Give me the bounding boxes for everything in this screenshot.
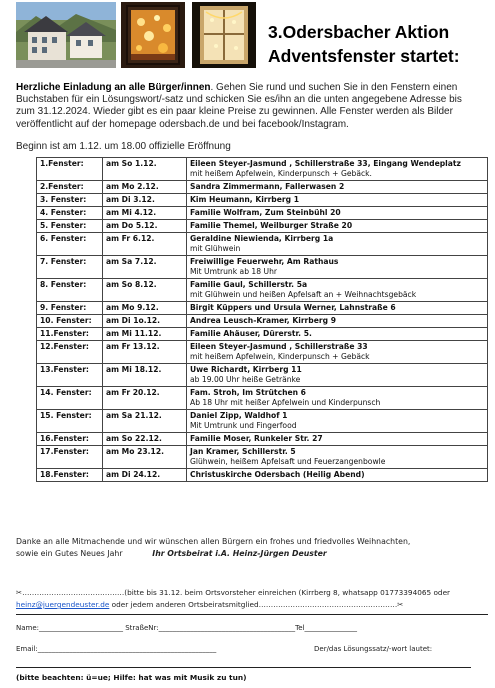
- window-host: [187, 328, 488, 341]
- host-address: Andrea Leusch-Kramer, Kirrberg 9: [190, 316, 337, 325]
- window-date: am Do 5.12.: [103, 220, 187, 233]
- host-address: Daniel Zipp, Waldhof 1: [190, 411, 288, 420]
- host-address: Uwe Richardt, Kirrberg 11: [190, 365, 302, 374]
- advent-window-photo: [121, 2, 185, 68]
- window-date: am Fr 13.12.: [103, 341, 187, 364]
- window-date: am So 8.12.: [103, 279, 187, 302]
- schedule-row: [37, 341, 488, 364]
- window-number: 16.Fenster:: [37, 433, 103, 446]
- window-number: 1.Fenster:: [37, 158, 103, 181]
- illuminated-window-photo: [192, 2, 256, 68]
- window-number: 13.Fenster:: [37, 364, 103, 387]
- window-host: [187, 256, 488, 279]
- window-date: am Sa 21.12.: [103, 410, 187, 433]
- thanks-line-2: sowie ein Gutes Neues Jahr Ihr Ortsbeirat i.A. Heinz-Jürgen Deuster: [16, 549, 327, 558]
- window-host: [187, 279, 488, 302]
- schedule-row: [37, 233, 488, 256]
- title-line-1: 3.Odersbacher Aktion: [268, 22, 450, 42]
- form-row-2: [16, 645, 488, 653]
- village-photo: [16, 2, 116, 68]
- host-address: Familie Themel, Weilburger Straße 20: [190, 221, 353, 230]
- scissors-icon: ✂: [397, 600, 404, 609]
- solution-field[interactable]: [16, 667, 471, 668]
- host-note: Mit Umtrunk und Fingerfood: [190, 421, 297, 430]
- window-date: am So 22.12.: [103, 433, 187, 446]
- window-host: [187, 233, 488, 256]
- email-link[interactable]: heinz@juergendeuster.de: [16, 600, 110, 609]
- host-note: Glühwein, heißem Apfelsaft und Feuerzangenbowle: [190, 457, 386, 466]
- host-address: Birgit Küppers und Ursula Werner, Lahnstraße 6: [190, 303, 396, 312]
- window-date: am Di 24.12.: [103, 469, 187, 482]
- window-date: am Mo 23.12.: [103, 446, 187, 469]
- page-title: [268, 20, 460, 68]
- host-address: Freiwillige Feuerwehr, Am Rathaus: [190, 257, 339, 266]
- name-label: Name:: [16, 624, 40, 632]
- solution-label: Der/das Lösungssatz/-wort lautet:: [314, 645, 433, 653]
- host-note: ab 19.00 Uhr heiße Getränke: [190, 375, 301, 384]
- window-date: am Di 3.12.: [103, 194, 187, 207]
- window-number: 4. Fenster:: [37, 207, 103, 220]
- window-date: am Fr 20.12.: [103, 387, 187, 410]
- schedule-row: [37, 279, 488, 302]
- host-address: Familie Gaul, Schillerstr. 5a: [190, 280, 308, 289]
- hint-text: (bitte beachten: ü=ue; Hilfe: hat was mit Musik zu tun): [16, 673, 247, 682]
- schedule-table: [36, 157, 488, 482]
- host-address: Familie Moser, Runkeler Str. 27: [190, 434, 323, 443]
- window-number: 9. Fenster:: [37, 302, 103, 315]
- schedule-row: [37, 387, 488, 410]
- window-date: am Mo 2.12.: [103, 181, 187, 194]
- schedule-row: [37, 328, 488, 341]
- cut-line: [16, 614, 488, 615]
- host-note: mit Glühwein und heißen Apfelsaft an + Weihnachtsgebäck: [190, 290, 417, 299]
- window-host: [187, 446, 488, 469]
- window-host: [187, 469, 488, 482]
- window-host: [187, 410, 488, 433]
- window-host: [187, 302, 488, 315]
- window-date: am Mi 4.12.: [103, 207, 187, 220]
- window-number: 6. Fenster:: [37, 233, 103, 256]
- window-date: am Sa 7.12.: [103, 256, 187, 279]
- window-date: am Mi 18.12.: [103, 364, 187, 387]
- intro-greeting: Herzliche Einladung an alle Bürger/innen: [16, 82, 211, 93]
- window-date: am Di 1o.12.: [103, 315, 187, 328]
- window-number: 12.Fenster:: [37, 341, 103, 364]
- start-info: Beginn ist am 1.12. um 18.00 offizielle Eröffnung: [16, 141, 231, 152]
- host-note: Mit Umtrunk ab 18 Uhr: [190, 267, 278, 276]
- window-host: [187, 194, 488, 207]
- email-field[interactable]: ___________________________________________________: [37, 645, 217, 653]
- cutout-instructions: ✂……………………………………(bitte bis 31.12. beim Ortsvorsteher einreichen (Kirrberg 8, whatsapp 01773394065 oder heinz@juergendeuster.de oder jedem anderen Ortsbeiratsmitglied…………………………………………………✂: [16, 588, 451, 609]
- title-line-2: Adventsfenster startet:: [268, 46, 460, 66]
- tel-field[interactable]: _______________: [304, 624, 358, 632]
- host-note: mit heißem Apfelwein, Kinderpunsch + Gebäck: [190, 352, 370, 361]
- form-row-1: [16, 624, 488, 632]
- header: [0, 0, 495, 78]
- intro-paragraph: [16, 82, 482, 131]
- street-field[interactable]: _______________________________________: [158, 624, 296, 632]
- window-number: 15. Fenster:: [37, 410, 103, 433]
- window-number: 2.Fenster:: [37, 181, 103, 194]
- schedule-row: [37, 158, 488, 181]
- window-host: [187, 207, 488, 220]
- schedule-row: [37, 207, 488, 220]
- host-address: Christuskirche Odersbach (Heilig Abend): [190, 470, 365, 479]
- window-host: [187, 341, 488, 364]
- window-number: 14. Fenster:: [37, 387, 103, 410]
- window-date: am So 1.12.: [103, 158, 187, 181]
- thanks-line-1: Danke an alle Mitmachende und wir wünschen allen Bürgern ein frohes und friedvolles Weihnachten,: [16, 537, 411, 546]
- host-address: Familie Ahäuser, Dürerstr. 5.: [190, 329, 312, 338]
- window-date: am Mi 11.12.: [103, 328, 187, 341]
- host-note: mit heißem Apfelwein, Kinderpunsch + Gebäck.: [190, 169, 372, 178]
- host-address: Familie Wolfram, Zum Steinbühl 20: [190, 208, 341, 217]
- host-address: Sandra Zimmermann, Fallerwasen 2: [190, 182, 345, 191]
- schedule-row: [37, 446, 488, 469]
- host-address: Geraldine Niewienda, Kirrberg 1a: [190, 234, 334, 243]
- window-date: am Fr 6.12.: [103, 233, 187, 256]
- schedule-row: [37, 433, 488, 446]
- thanks-paragraph: [16, 536, 486, 560]
- host-address: Kim Heumann, Kirrberg 1: [190, 195, 300, 204]
- tel-label: Tel: [295, 624, 305, 632]
- window-number: 8. Fenster:: [37, 279, 103, 302]
- window-host: [187, 158, 488, 181]
- window-host: [187, 315, 488, 328]
- window-number: 3. Fenster:: [37, 194, 103, 207]
- schedule-row: [37, 410, 488, 433]
- schedule-row: [37, 315, 488, 328]
- schedule-row: [37, 302, 488, 315]
- schedule-row: [37, 194, 488, 207]
- schedule-row: [37, 469, 488, 482]
- schedule-row: [37, 256, 488, 279]
- window-host: [187, 387, 488, 410]
- email-label: Email:: [16, 645, 38, 653]
- street-label: StraßeNr:: [123, 624, 159, 632]
- schedule-row: [37, 364, 488, 387]
- window-host: [187, 181, 488, 194]
- host-address: Eileen Steyer-Jasmund , Schillerstraße 33: [190, 342, 368, 351]
- window-number: 5. Fenster:: [37, 220, 103, 233]
- window-host: [187, 364, 488, 387]
- window-number: 17.Fenster:: [37, 446, 103, 469]
- schedule-row: [37, 181, 488, 194]
- name-field[interactable]: ________________________: [39, 624, 124, 632]
- window-number: 11.Fenster:: [37, 328, 103, 341]
- host-address: Eileen Steyer-Jasmund , Schillerstraße 33, Eingang Wendeplatz: [190, 159, 461, 168]
- window-host: [187, 433, 488, 446]
- window-number: 18.Fenster:: [37, 469, 103, 482]
- window-host: [187, 220, 488, 233]
- signature: Ihr Ortsbeirat i.A. Heinz-Jürgen Deuster: [152, 549, 327, 558]
- window-number: 7. Fenster:: [37, 256, 103, 279]
- window-date: am Mo 9.12.: [103, 302, 187, 315]
- window-number: 10. Fenster:: [37, 315, 103, 328]
- intro-text: . Gehen Sie rund und suchen Sie in den Fenstern einen Buchstaben für ein Lösungswort/-satz und schicken Sie es/ihn an die unten angegebene Adresse bis zum 31.12.2024. Wieder gibt es ein paar kleine Preise zu gewinnen. Alle Fenster werden als Bilder veröffentlicht auf der homepage odersbach.de und bei facebook/Instagram.: [16, 82, 462, 130]
- host-note: mit Glühwein: [190, 244, 241, 253]
- schedule-row: [37, 220, 488, 233]
- host-address: Jan Kramer, Schillerstr. 5: [190, 447, 296, 456]
- host-note: Ab 18 Uhr mit heißer Apfelwein und Kinderpunsch: [190, 398, 381, 407]
- host-address: Fam. Stroh, Im Strütchen 6: [190, 388, 306, 397]
- scissors-icon: ✂: [16, 588, 23, 597]
